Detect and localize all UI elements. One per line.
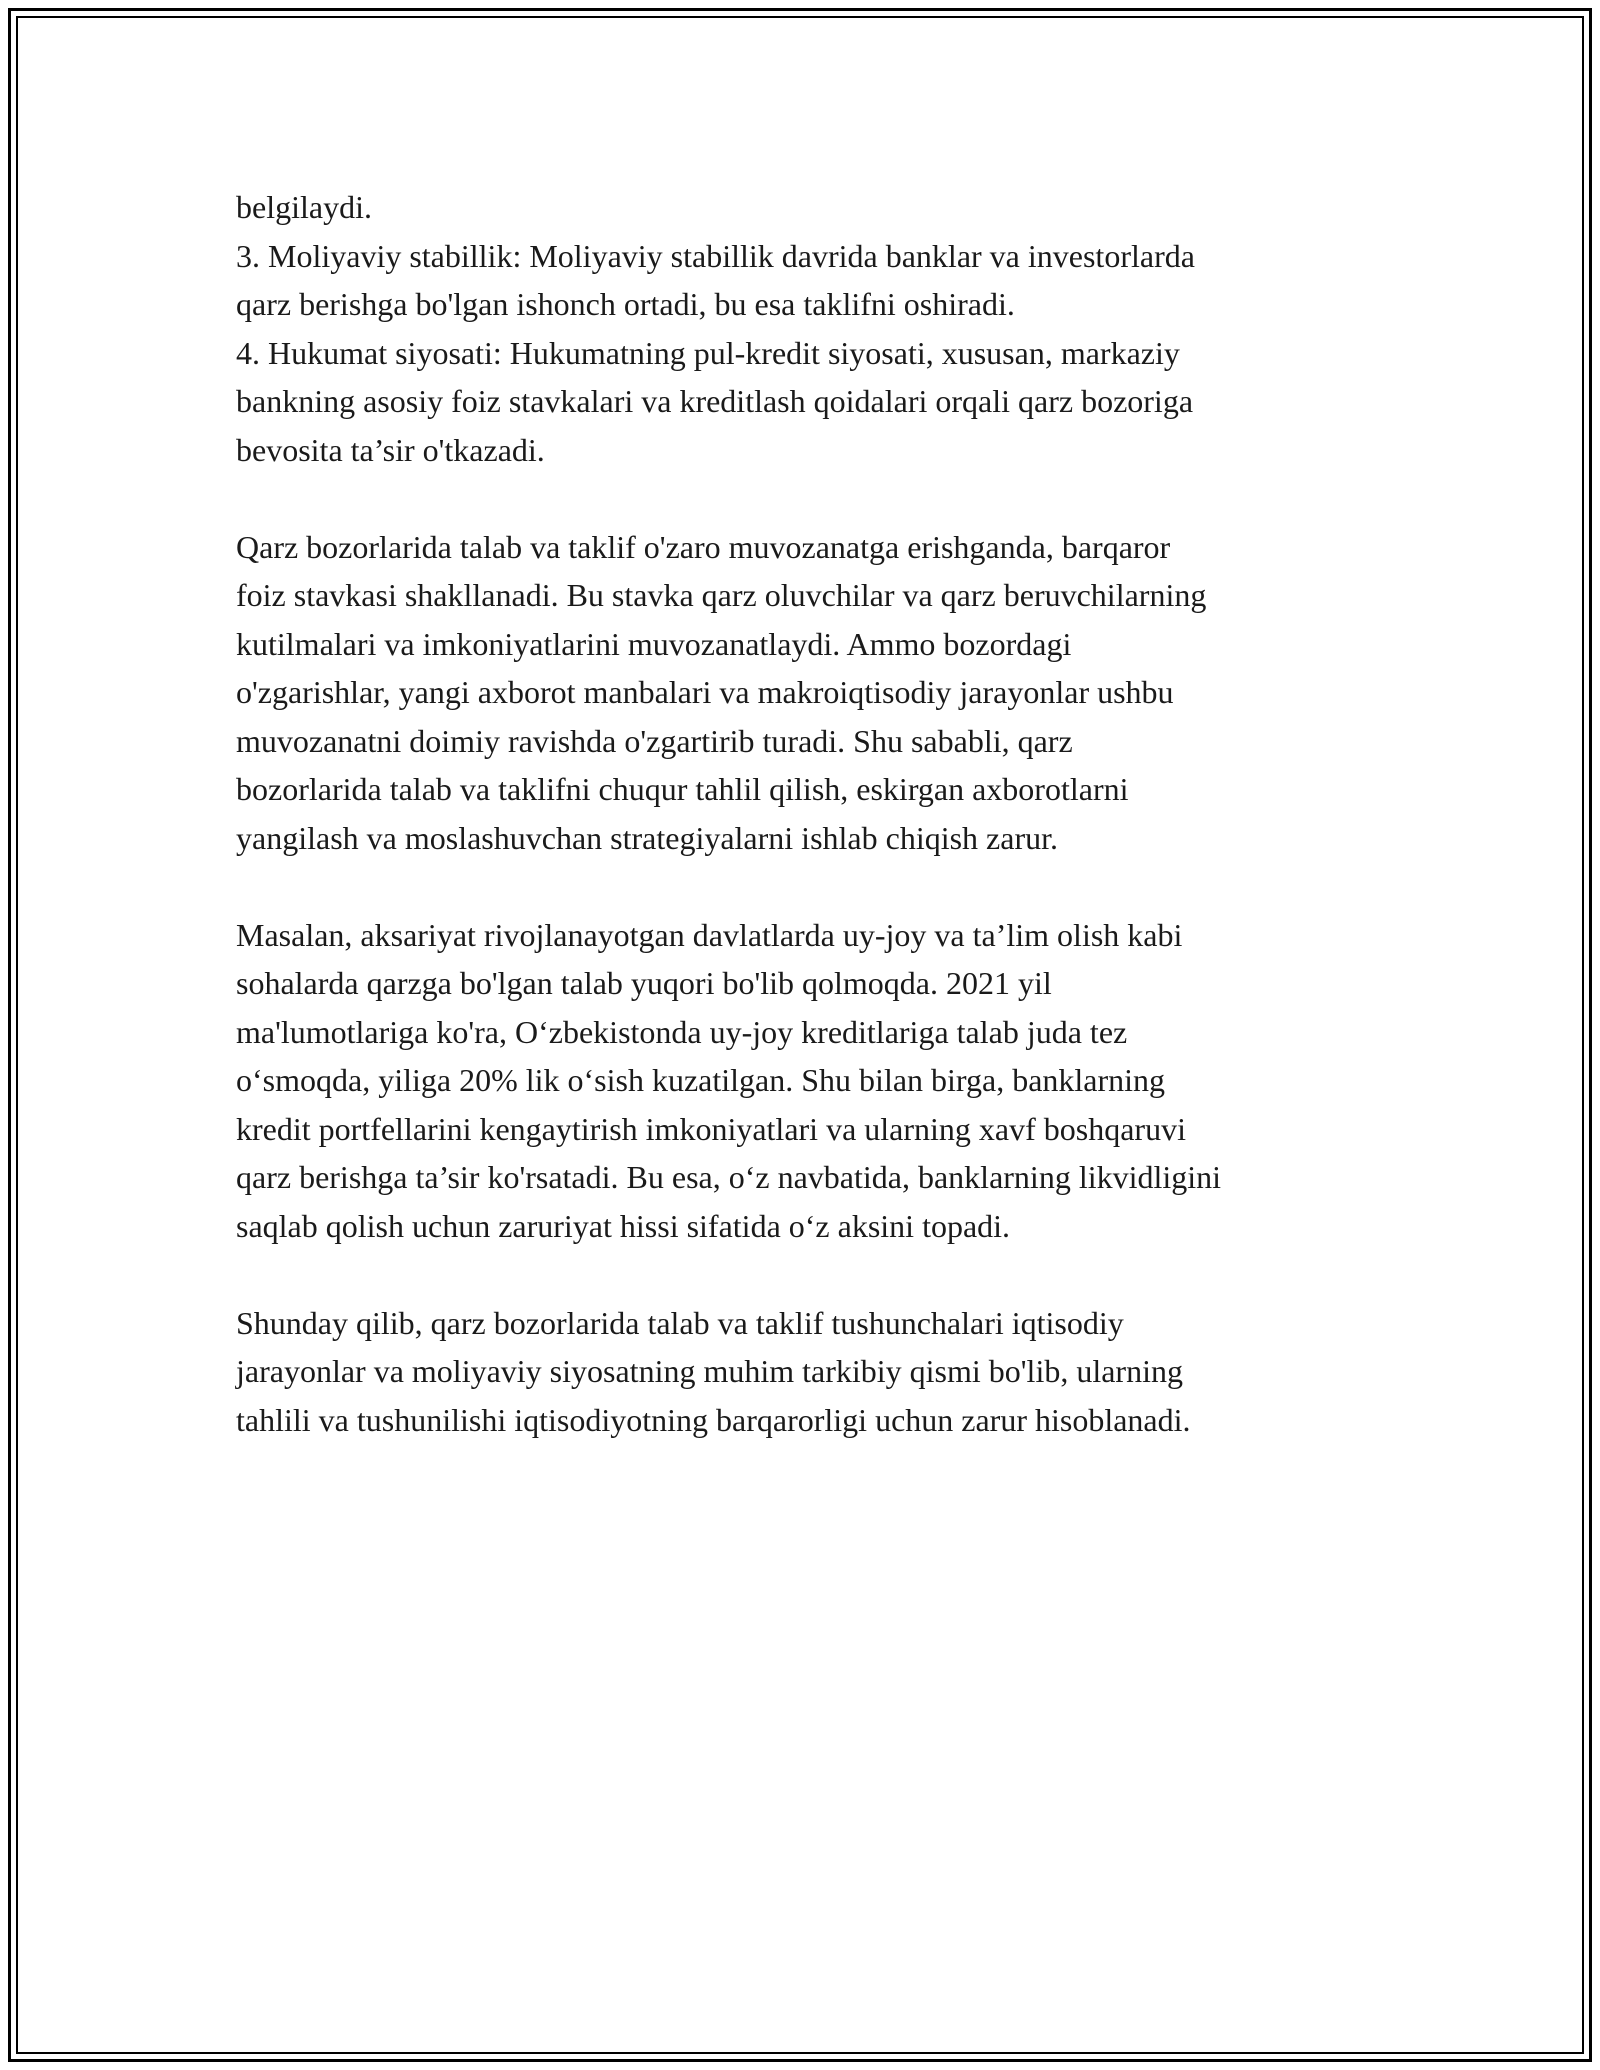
document-body: [236, 183, 1396, 1444]
text-line: saqlab qolish uchun zaruriyat hissi sifatida o‘z aksini topadi.: [236, 1207, 1011, 1244]
text-line: kutilmalari va imkoniyatlarini muvozanatlaydi. Ammo bozordagi: [236, 625, 1072, 662]
text-line: bevosita ta’sir o'tkazadi.: [236, 431, 545, 468]
paragraph-gap: [236, 862, 1396, 911]
text-line: foiz stavkasi shakllanadi. Bu stavka qarz oluvchilar va qarz beruvchilarning: [236, 577, 1207, 613]
text-line: o‘smoqda, yiliga 20% lik o‘sish kuzatilgan. Shu bilan birga, banklarning: [236, 1062, 1166, 1098]
text-line: 4. Hukumat siyosati: Hukumatning pul-kredit siyosati, xususan, markaziy: [236, 334, 1180, 371]
paragraph-gap: [236, 1250, 1396, 1299]
text-line: o'zgarishlar, yangi axborot manbalari va makroiqtisodiy jarayonlar ushbu: [236, 674, 1174, 710]
text-line: qarz berishga ta’sir ko'rsatadi. Bu esa, o‘z navbatida, banklarning likvidligini: [236, 1159, 1222, 1195]
text-line: ma'lumotlariga ko'ra, O‘zbekistonda uy-joy kreditlariga talab juda tez: [236, 1013, 1128, 1050]
text-line: muvozanatni doimiy ravishda o'zgartirib turadi. Shu sababli, qarz: [236, 722, 1073, 759]
paragraph-equilibrium: [236, 523, 1396, 863]
paragraph-gap: [236, 474, 1396, 523]
text-line: sohalarda qarzga bo'lgan talab yuqori bo'lib qolmoqda. 2021 yil: [236, 965, 1052, 1001]
paragraph-conclusion: [236, 1299, 1396, 1445]
paragraph-factors-list: [236, 183, 1396, 474]
text-line: tahlili va tushunilishi iqtisodiyotning barqarorligi uchun zarur hisoblanadi.: [236, 1401, 1191, 1438]
text-line: yangilash va moslashuvchan strategiyalarni ishlab chiqish zarur.: [236, 819, 1058, 856]
text-line: jarayonlar va moliyaviy siyosatning muhim tarkibiy qismi bo'lib, ularning: [236, 1353, 1183, 1389]
text-line: Masalan, aksariyat rivojlanayotgan davlatlarda uy-joy va ta’lim olish kabi: [236, 916, 1183, 953]
text-line: 3. Moliyaviy stabillik: Moliyaviy stabillik davrida banklar va investorlarda: [236, 237, 1195, 274]
text-line: Shunday qilib, qarz bozorlarida talab va taklif tushunchalari iqtisodiy: [236, 1304, 1124, 1341]
text-line: bozorlarida talab va taklifni chuqur tahlil qilish, eskirgan axborotlarni: [236, 771, 1129, 807]
text-line: Qarz bozorlarida talab va taklif o'zaro muvozanatga erishganda, barqaror: [236, 528, 1171, 565]
text-line: bankning asosiy foiz stavkalari va kreditlash qoidalari orqali qarz bozoriga: [236, 383, 1194, 419]
text-line: kredit portfellarini kengaytirish imkoniyatlari va ularning xavf boshqaruvi: [236, 1110, 1186, 1147]
paragraph-example: [236, 911, 1396, 1251]
text-line: belgilaydi.: [236, 189, 372, 225]
text-line: qarz berishga bo'lgan ishonch ortadi, bu esa taklifni oshiradi.: [236, 286, 1015, 322]
